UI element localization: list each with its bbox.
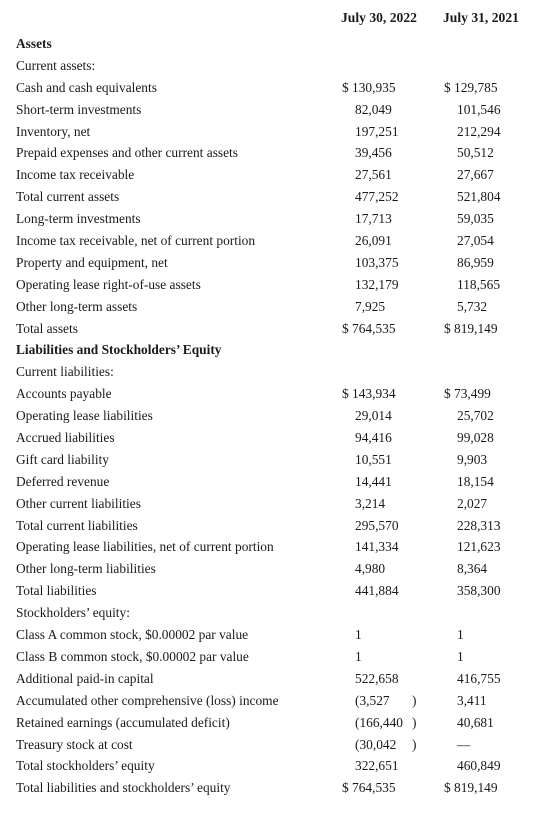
row-label: Total liabilities	[16, 583, 97, 599]
table-row	[0, 252, 542, 274]
table-row	[0, 296, 542, 318]
table-row	[0, 142, 542, 164]
closing-paren: )	[412, 692, 417, 708]
table-row	[0, 77, 542, 99]
column-header-2021: July 31, 2021	[443, 10, 519, 25]
cell-value: —	[457, 736, 471, 752]
cell-value: 10,551	[355, 451, 392, 467]
row-label: Short-term investments	[16, 101, 142, 117]
table-row	[0, 339, 542, 361]
row-label: Operating lease liabilities	[16, 408, 153, 424]
cell-value: $ 143,934	[342, 386, 396, 402]
cell-value: 14,441	[355, 473, 392, 489]
row-label: Long-term investments	[16, 211, 141, 227]
row-label: Current assets:	[16, 57, 96, 73]
table-row	[0, 493, 542, 515]
row-label: Income tax receivable	[16, 167, 135, 183]
table-row	[0, 580, 542, 602]
cell-value: 118,565	[457, 276, 501, 292]
cell-value: 40,681	[457, 714, 494, 730]
cell-value: 27,054	[457, 233, 494, 249]
table-row	[0, 121, 542, 143]
cell-value: 441,884	[355, 583, 399, 599]
cell-value: 29,014	[355, 408, 392, 424]
table-row	[0, 449, 542, 471]
row-label: Class B common stock, $0.00002 par value	[16, 648, 249, 664]
cell-value: 1	[457, 648, 464, 664]
cell-value: 141,334	[355, 539, 399, 555]
cell-value: $ 819,149	[444, 780, 498, 796]
row-label: Current liabilities:	[16, 364, 114, 380]
row-label: Accrued liabilities	[16, 430, 115, 446]
table-row	[0, 208, 542, 230]
row-label: Total current liabilities	[16, 517, 138, 533]
cell-value: 27,667	[457, 167, 494, 183]
cell-value: $ 129,785	[444, 79, 498, 95]
table-row	[0, 624, 542, 646]
cell-value: 9,903	[457, 451, 488, 467]
table-row	[0, 318, 542, 340]
cell-value: 521,804	[457, 189, 501, 205]
table-row	[0, 515, 542, 537]
column-header-2022: July 30, 2022	[341, 10, 417, 25]
cell-value: 59,035	[457, 211, 494, 227]
cell-value: 86,959	[457, 254, 494, 270]
table-row	[0, 427, 542, 449]
row-label: Prepaid expenses and other current assets	[16, 145, 238, 161]
balance-sheet-table	[0, 33, 542, 799]
cell-value: 101,546	[457, 101, 501, 117]
table-row	[0, 558, 542, 580]
table-row	[0, 646, 542, 668]
table-row	[0, 99, 542, 121]
row-label: Additional paid-in capital	[16, 670, 154, 686]
cell-value: 103,375	[355, 254, 399, 270]
cell-value: 1	[355, 648, 362, 664]
section-heading: Liabilities and Stockholders’ Equity	[16, 342, 222, 358]
cell-value: 416,755	[457, 670, 501, 686]
cell-value: (30,042	[355, 736, 397, 752]
cell-value: 121,623	[457, 539, 501, 555]
table-row	[0, 536, 542, 558]
closing-paren: )	[412, 736, 417, 752]
cell-value: 27,561	[355, 167, 392, 183]
cell-value: (3,527	[355, 692, 390, 708]
row-label: Total assets	[16, 320, 78, 336]
row-label: Class A common stock, $0.00002 par value	[16, 627, 249, 643]
cell-value: 99,028	[457, 430, 494, 446]
table-row	[0, 690, 542, 712]
row-label: Income tax receivable, net of current portion	[16, 233, 256, 249]
table-row	[0, 668, 542, 690]
table-row	[0, 734, 542, 756]
cell-value: $ 764,535	[342, 320, 396, 336]
row-label: Deferred revenue	[16, 473, 110, 489]
row-label: Gift card liability	[16, 451, 109, 467]
row-label: Treasury stock at cost	[16, 736, 133, 752]
cell-value: 94,416	[355, 430, 392, 446]
closing-paren: )	[412, 714, 417, 730]
cell-value: 7,925	[355, 298, 386, 314]
table-row	[0, 471, 542, 493]
cell-value: 50,512	[457, 145, 494, 161]
cell-value: 197,251	[355, 123, 399, 139]
cell-value: 295,570	[355, 517, 399, 533]
cell-value: 17,713	[355, 211, 392, 227]
cell-value: 39,456	[355, 145, 392, 161]
cell-value: 522,658	[355, 670, 399, 686]
cell-value: 82,049	[355, 101, 392, 117]
cell-value: 18,154	[457, 473, 494, 489]
cell-value: 3,214	[355, 495, 386, 511]
table-row	[0, 405, 542, 427]
cell-value: (166,440	[355, 714, 403, 730]
cell-value: 132,179	[355, 276, 399, 292]
cell-value: 322,651	[355, 758, 399, 774]
row-label: Inventory, net	[16, 123, 91, 139]
cell-value: 477,252	[355, 189, 399, 205]
table-row	[0, 186, 542, 208]
table-row	[0, 230, 542, 252]
row-label: Operating lease right-of-use assets	[16, 276, 201, 292]
section-heading: Assets	[16, 36, 52, 51]
table-row	[0, 383, 542, 405]
cell-value: 460,849	[457, 758, 501, 774]
cell-value: $ 130,935	[342, 79, 396, 95]
cell-value: 2,027	[457, 495, 488, 511]
row-label: Cash and cash equivalents	[16, 79, 157, 95]
table-row	[0, 33, 542, 55]
table-row	[0, 164, 542, 186]
row-label: Other current liabilities	[16, 495, 141, 511]
table-row	[0, 361, 542, 383]
row-label: Total stockholders’ equity	[16, 758, 155, 774]
row-label: Retained earnings (accumulated deficit)	[16, 714, 230, 730]
cell-value: $ 819,149	[444, 320, 498, 336]
cell-value: $ 73,499	[444, 386, 491, 402]
table-row	[0, 777, 542, 799]
row-label: Accounts payable	[16, 386, 112, 402]
cell-value: 8,364	[457, 561, 488, 577]
cell-value: 26,091	[355, 233, 392, 249]
row-label: Operating lease liabilities, net of current portion	[16, 539, 274, 555]
cell-value: $ 764,535	[342, 780, 396, 796]
table-row	[0, 274, 542, 296]
table-row	[0, 755, 542, 777]
row-label: Other long-term liabilities	[16, 561, 156, 577]
row-label: Total current assets	[16, 189, 120, 205]
cell-value: 1	[355, 627, 362, 643]
cell-value: 3,411	[457, 692, 487, 708]
cell-value: 5,732	[457, 298, 488, 314]
table-row	[0, 55, 542, 77]
cell-value: 1	[457, 627, 464, 643]
row-label: Total liabilities and stockholders’ equity	[16, 780, 231, 796]
table-row	[0, 712, 542, 734]
row-label: Accumulated other comprehensive (loss) income	[16, 692, 279, 708]
cell-value: 358,300	[457, 583, 501, 599]
cell-value: 4,980	[355, 561, 386, 577]
table-row	[0, 602, 542, 624]
row-label: Property and equipment, net	[16, 254, 168, 270]
row-label: Other long-term assets	[16, 298, 138, 314]
row-label: Stockholders’ equity:	[16, 605, 130, 621]
cell-value: 228,313	[457, 517, 501, 533]
cell-value: 25,702	[457, 408, 494, 424]
cell-value: 212,294	[457, 123, 501, 139]
